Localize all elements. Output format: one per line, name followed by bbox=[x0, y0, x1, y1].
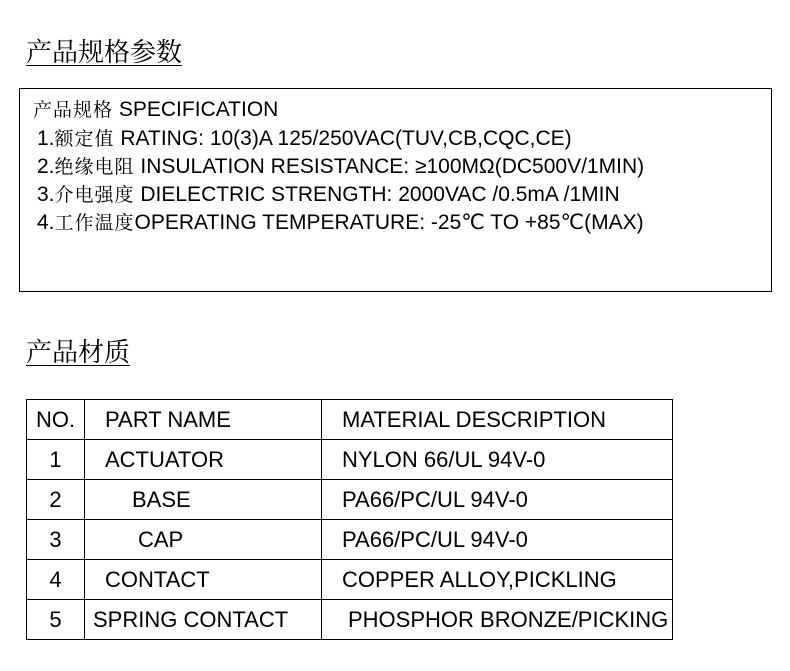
spec-item-dielectric bbox=[37, 182, 620, 208]
spec-item-cn: 额定值 bbox=[54, 128, 115, 150]
spec-title-cn: 产品规格 bbox=[33, 99, 114, 121]
table-row bbox=[27, 440, 673, 480]
table-row bbox=[27, 520, 673, 560]
table-row bbox=[27, 480, 673, 520]
table-header-row bbox=[27, 400, 673, 440]
table-row bbox=[27, 560, 673, 600]
row-part-name: SPRING CONTACT bbox=[85, 600, 322, 640]
row-material: PHOSPHOR BRONZE/PICKING bbox=[322, 600, 673, 640]
spec-item-en: OPERATING TEMPERATURE: -25℃ TO +85℃(MAX) bbox=[134, 211, 644, 234]
spec-item-number: 2. bbox=[37, 155, 55, 178]
header-part-name: PART NAME bbox=[85, 400, 322, 440]
spec-item-rating bbox=[37, 126, 572, 152]
spec-item-insulation bbox=[37, 154, 644, 180]
header-material: MATERIAL DESCRIPTION bbox=[322, 400, 673, 440]
header-no: NO. bbox=[27, 400, 85, 440]
row-no: 1 bbox=[27, 440, 85, 480]
spec-heading: 产品规格参数 bbox=[26, 38, 183, 68]
row-no: 3 bbox=[27, 520, 85, 560]
spec-item-cn: 介电强度 bbox=[54, 184, 135, 206]
row-part-name: BASE bbox=[85, 480, 322, 520]
spec-title-en: SPECIFICATION bbox=[118, 98, 279, 121]
spec-item-en: DIELECTRIC STRENGTH: 2000VAC /0.5mA /1MIN bbox=[140, 183, 620, 206]
row-material: COPPER ALLOY,PICKLING bbox=[322, 560, 673, 600]
row-no: 4 bbox=[27, 560, 85, 600]
spec-item-cn: 工作温度 bbox=[54, 212, 135, 234]
spec-title bbox=[33, 97, 278, 123]
spec-item-temperature bbox=[37, 210, 644, 236]
specification-box bbox=[19, 88, 772, 292]
material-table bbox=[26, 399, 673, 640]
row-part-name: CAP bbox=[85, 520, 322, 560]
row-no: 2 bbox=[27, 480, 85, 520]
row-material: PA66/PC/UL 94V-0 bbox=[322, 480, 673, 520]
row-part-name: ACTUATOR bbox=[85, 440, 322, 480]
row-material: NYLON 66/UL 94V-0 bbox=[322, 440, 673, 480]
row-material: PA66/PC/UL 94V-0 bbox=[322, 520, 673, 560]
spec-item-en: INSULATION RESISTANCE: ≥100MΩ(DC500V/1MIN) bbox=[140, 155, 645, 178]
spec-item-number: 3. bbox=[37, 183, 55, 206]
spec-item-number: 4. bbox=[37, 211, 55, 234]
spec-item-en: RATING: 10(3)A 125/250VAC(TUV,CB,CQC,CE) bbox=[120, 127, 572, 150]
spec-item-number: 1. bbox=[37, 127, 55, 150]
table-row bbox=[27, 600, 673, 640]
material-heading: 产品材质 bbox=[26, 338, 131, 368]
spec-item-cn: 绝缘电阻 bbox=[54, 156, 135, 178]
row-part-name: CONTACT bbox=[85, 560, 322, 600]
row-no: 5 bbox=[27, 600, 85, 640]
